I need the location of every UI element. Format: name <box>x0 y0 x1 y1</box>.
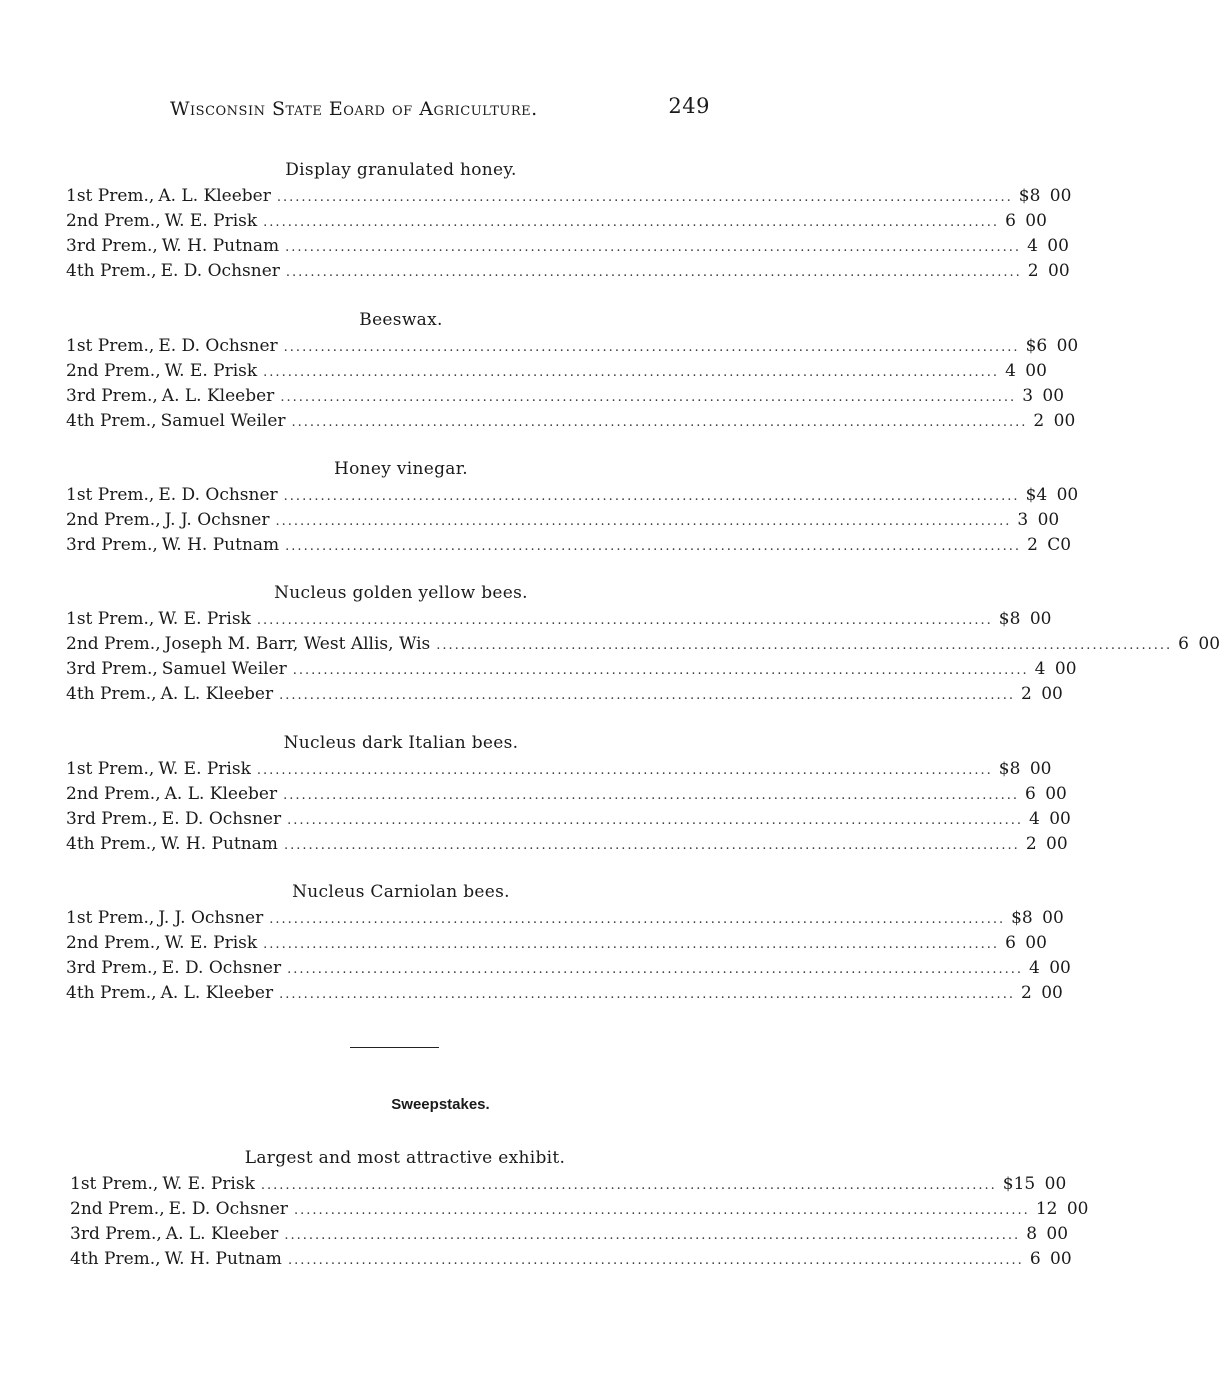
prize-amount: 2 00 <box>1033 411 1076 431</box>
premium-place: 3rd Prem., <box>66 958 158 978</box>
premium-place: 1st Prem., <box>70 1174 159 1194</box>
premium-place: 1st Prem., <box>66 908 155 928</box>
premium-place: 3rd Prem., <box>66 659 158 679</box>
dot-leader: ........................................................................................................................ <box>275 514 1012 529</box>
premium-place: 4th Prem., <box>66 684 157 704</box>
prize-amount: 6 00 <box>1025 784 1067 804</box>
section-title: Nucleus golden yellow bees. <box>274 583 528 603</box>
award-row <box>66 359 1047 384</box>
prize-amount: 6 00 <box>1005 211 1047 231</box>
award-row <box>66 632 1220 657</box>
prize-amount: 12 00 <box>1035 1199 1089 1219</box>
dot-leader: ........................................................................................................................ <box>256 763 993 778</box>
prize-amount: 4 00 <box>1034 659 1077 679</box>
award-row <box>66 384 1065 409</box>
award-row <box>66 782 1067 807</box>
prize-amount: 2 00 <box>1027 261 1070 281</box>
award-row <box>66 508 1060 533</box>
dot-leader: ........................................................................................................................ <box>263 937 1000 952</box>
prize-amount: $8 00 <box>1011 908 1064 928</box>
prize-amount: 2 00 <box>1020 684 1063 704</box>
premium-place: 3rd Prem., <box>66 809 158 829</box>
dot-leader: ........................................................................................................................ <box>285 240 1022 255</box>
section-title: Nucleus dark Italian bees. <box>283 733 519 753</box>
award-row <box>66 234 1069 259</box>
dot-leader: ........................................................................................................................ <box>263 365 1000 380</box>
winner-name: W. E. Prisk <box>164 933 258 953</box>
award-row <box>66 906 1064 931</box>
prize-amount: 2 C0 <box>1027 535 1072 555</box>
prize-amount: 3 00 <box>1022 386 1065 406</box>
dot-leader: ........................................................................................................................ <box>292 663 1029 678</box>
header-title: Wisconsin State Eoard of Agriculture. <box>170 98 538 120</box>
winner-name: J. J. Ochsner <box>158 908 264 928</box>
section-title: Largest and most attractive exhibit. <box>244 1148 566 1168</box>
award-row <box>66 981 1063 1006</box>
premium-place: 3rd Prem., <box>66 535 158 555</box>
premium-place: 2nd Prem., <box>66 634 161 654</box>
dot-leader: ........................................................................................................................ <box>287 962 1024 977</box>
award-row <box>66 682 1063 707</box>
prize-amount: $6 00 <box>1025 336 1079 356</box>
winner-name: W. E. Prisk <box>164 361 258 381</box>
prize-amount: 4 00 <box>1029 809 1071 829</box>
winner-name: E. D. Ochsner <box>161 958 282 978</box>
prize-amount: $4 00 <box>1025 485 1079 505</box>
prize-amount: $8 00 <box>998 759 1052 779</box>
dot-leader: ........................................................................................................................ <box>285 265 1022 280</box>
dot-leader: ........................................................................................................................ <box>256 613 993 628</box>
award-row <box>66 533 1072 558</box>
award-row <box>66 483 1079 508</box>
prize-amount: 4 00 <box>1005 361 1047 381</box>
award-row <box>70 1197 1089 1222</box>
winner-name: A. L. Kleeber <box>165 1224 279 1244</box>
dot-leader: ........................................................................................................................ <box>269 912 1006 927</box>
dot-leader: ........................................................................................................................ <box>285 539 1022 554</box>
prize-amount: 2 00 <box>1020 983 1063 1003</box>
dot-leader: ........................................................................................................................ <box>436 638 1173 653</box>
award-row <box>70 1247 1072 1272</box>
divider-rule <box>350 1047 439 1048</box>
section-title: Honey vinegar. <box>333 459 468 479</box>
prize-amount: $8 00 <box>1018 186 1072 206</box>
award-row <box>66 259 1070 284</box>
dot-leader: ........................................................................................................................ <box>263 215 1000 230</box>
page-number: 249 <box>668 94 710 118</box>
award-section <box>66 158 1072 284</box>
dot-leader: ........................................................................................................................ <box>279 688 1015 703</box>
premium-place: 4th Prem., <box>66 983 157 1003</box>
premium-place: 4th Prem., <box>70 1249 161 1269</box>
winner-name: E. D. Ochsner <box>168 1199 288 1219</box>
dot-leader: ........................................................................................................................ <box>293 1203 1030 1218</box>
award-row <box>66 931 1047 956</box>
award-row <box>66 956 1071 981</box>
award-row <box>66 409 1076 434</box>
winner-name: W. H. Putnam <box>164 1249 282 1269</box>
dot-leader: ........................................................................................................................ <box>291 415 1028 430</box>
winner-name: A. L. Kleeber <box>160 983 274 1003</box>
winner-name: J. J. Ochsner <box>164 510 270 530</box>
winner-name: E. D. Ochsner <box>158 485 278 505</box>
award-row <box>66 757 1052 782</box>
dot-leader: ........................................................................................................................ <box>260 1178 997 1193</box>
winner-name: E. D. Ochsner <box>158 336 278 356</box>
dot-leader: ........................................................................................................................ <box>283 489 1020 504</box>
prize-amount: 6 00 <box>1029 1249 1072 1269</box>
dot-leader: ........................................................................................................................ <box>280 390 1017 405</box>
premium-place: 2nd Prem., <box>70 1199 165 1219</box>
winner-name: E. D. Ochsner <box>161 809 282 829</box>
section-title: Nucleus Carniolan bees. <box>292 882 510 902</box>
award-row <box>66 657 1077 682</box>
winner-name: A. L. Kleeber <box>158 186 271 206</box>
premium-place: 4th Prem., <box>66 261 157 281</box>
award-section <box>66 581 1220 707</box>
premium-place: 4th Prem., <box>66 411 157 431</box>
premium-place: 1st Prem., <box>66 609 155 629</box>
premium-place: 2nd Prem., <box>66 211 161 231</box>
dot-leader: ........................................................................................................................ <box>283 340 1020 355</box>
sweepstakes-heading: Sweepstakes. <box>391 1096 490 1113</box>
dot-leader: ........................................................................................................................ <box>287 813 1024 828</box>
prize-amount: 4 00 <box>1027 236 1069 256</box>
winner-name: Samuel Weiler <box>161 659 287 679</box>
winner-name: A. L. Kleeber <box>161 386 275 406</box>
award-row <box>66 184 1072 209</box>
dot-leader: ........................................................................................................................ <box>283 788 1020 803</box>
award-row <box>66 607 1052 632</box>
prize-amount: 4 00 <box>1029 958 1071 978</box>
dot-leader: ........................................................................................................................ <box>284 1228 1021 1243</box>
prize-amount: 2 00 <box>1025 834 1068 854</box>
prize-amount: $15 00 <box>1002 1174 1067 1194</box>
premium-place: 1st Prem., <box>66 186 155 206</box>
award-row <box>66 832 1068 857</box>
prize-amount: 6 00 <box>1178 634 1220 654</box>
award-row <box>70 1222 1069 1247</box>
premium-place: 2nd Prem., <box>66 510 161 530</box>
prize-amount: 6 00 <box>1005 933 1047 953</box>
winner-name: W. H. Putnam <box>160 834 278 854</box>
winner-name: A. L. Kleeber <box>160 684 274 704</box>
winner-name: W. E. Prisk <box>164 211 258 231</box>
winner-name: A. L. Kleeber <box>164 784 278 804</box>
premium-place: 3rd Prem., <box>66 386 158 406</box>
winner-name: W. H. Putnam <box>161 236 280 256</box>
dot-leader: ........................................................................................................................ <box>276 190 1013 205</box>
premium-place: 2nd Prem., <box>66 361 161 381</box>
winner-name: W. E. Prisk <box>158 609 251 629</box>
award-section <box>66 308 1079 434</box>
award-section <box>66 457 1079 558</box>
dot-leader: ........................................................................................................................ <box>279 987 1015 1002</box>
section-title: Beeswax. <box>359 310 443 330</box>
premium-place: 1st Prem., <box>66 485 155 505</box>
premium-place: 3rd Prem., <box>70 1224 162 1244</box>
prize-amount: 8 00 <box>1026 1224 1069 1244</box>
section-title: Display granulated honey. <box>285 160 517 180</box>
premium-place: 2nd Prem., <box>66 784 161 804</box>
award-row <box>66 334 1079 359</box>
winner-name: W. E. Prisk <box>158 759 251 779</box>
award-row <box>66 807 1071 832</box>
winner-name: E. D. Ochsner <box>160 261 280 281</box>
premium-place: 1st Prem., <box>66 336 155 356</box>
winner-name: W. H. Putnam <box>161 535 280 555</box>
running-header <box>170 94 710 128</box>
award-row <box>70 1172 1067 1197</box>
premium-place: 2nd Prem., <box>66 933 161 953</box>
winner-name: W. E. Prisk <box>162 1174 255 1194</box>
premium-place: 1st Prem., <box>66 759 155 779</box>
award-section <box>70 1146 1089 1272</box>
dot-leader: ........................................................................................................................ <box>287 1253 1024 1268</box>
award-section <box>66 880 1071 1006</box>
winner-name: Joseph M. Barr, West Allis, Wis <box>164 634 431 654</box>
prize-amount: $8 00 <box>998 609 1052 629</box>
prize-amount: 3 00 <box>1017 510 1060 530</box>
premium-place: 4th Prem., <box>66 834 157 854</box>
award-section <box>66 731 1071 857</box>
dot-leader: ........................................................................................................................ <box>283 838 1020 853</box>
premium-place: 3rd Prem., <box>66 236 158 256</box>
winner-name: Samuel Weiler <box>160 411 286 431</box>
award-row <box>66 209 1047 234</box>
